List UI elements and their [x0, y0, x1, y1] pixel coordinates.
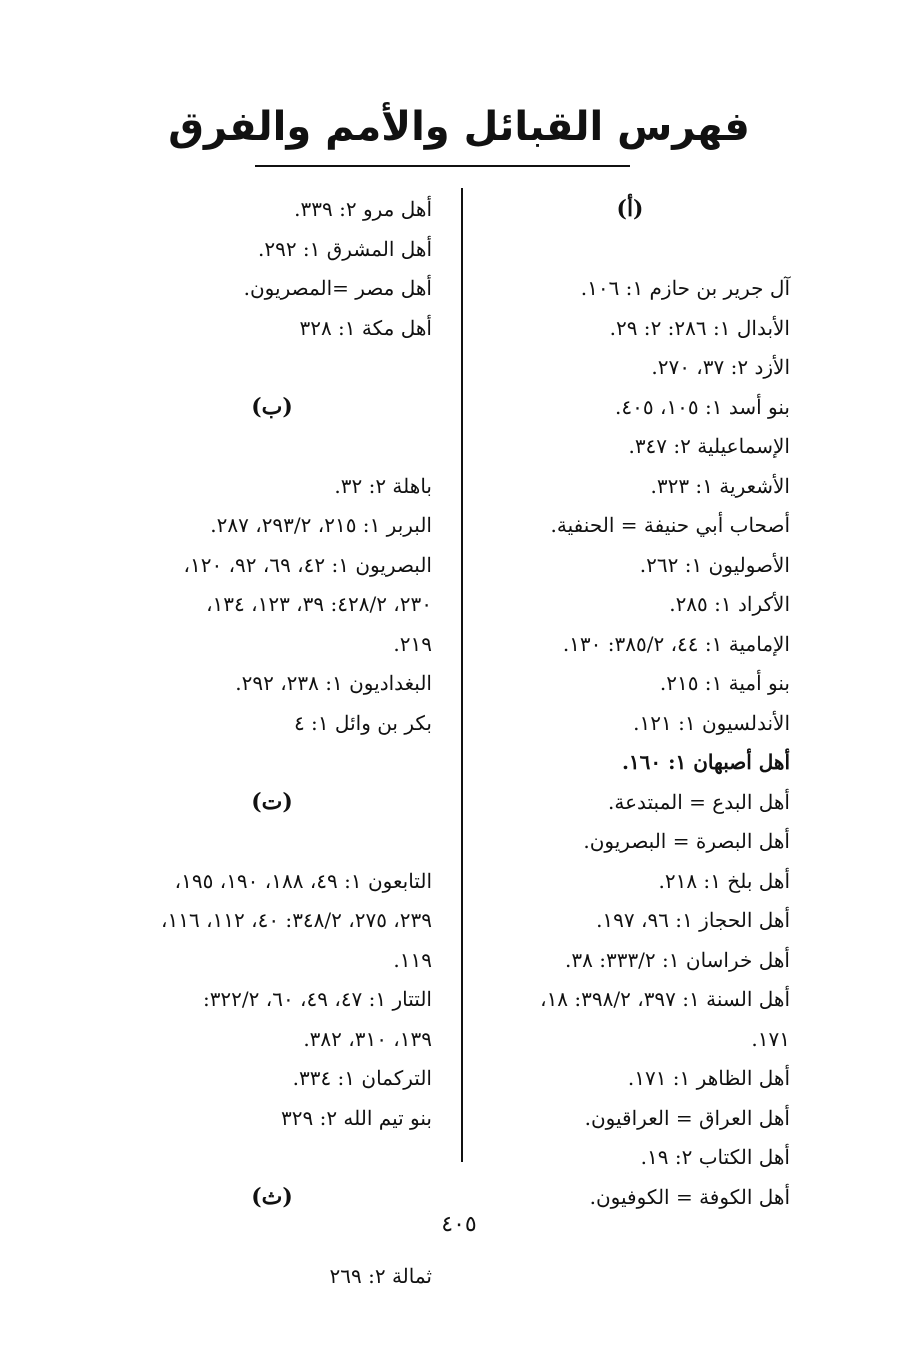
section-heading-ba: (ب): [251, 393, 293, 420]
index-entry: التركمان ١: ٣٣٤.: [292, 1066, 432, 1090]
index-entry: التتار ١: ٤٧، ٤٩، ٦٠، ٣٢٢/٢:: [202, 987, 432, 1011]
index-column-right: [470, 190, 790, 1217]
index-entry: أهل العراق = العراقيون.: [584, 1105, 790, 1130]
spacer: [112, 743, 432, 783]
spacer: [112, 822, 432, 862]
index-entry: أهل البصرة = البصريون.: [583, 829, 790, 853]
index-entry: باهلة ٢: ٣٢.: [334, 473, 432, 498]
index-entry: أهل المشرق ١: ٢٩٢.: [257, 236, 432, 261]
index-entry: أهل الكتاب ٢: ١٩.: [640, 1145, 790, 1169]
page-number: ٤٠٥: [441, 1212, 477, 1237]
index-entry: أهل أصبهان ١: ١٦٠.: [621, 750, 790, 774]
index-entry: آل جرير بن حازم ١: ١٠٦.: [580, 276, 790, 300]
index-entry-continuation: ١٣٩، ٣١٠، ٣٨٢.: [303, 1026, 432, 1051]
index-entry: بنو أمية ١: ٢١٥.: [659, 671, 790, 695]
index-entry: الأزد ٢: ٣٧، ٢٧٠.: [651, 355, 790, 379]
index-column-left: [112, 190, 432, 1296]
section-heading-ta: (ت): [251, 788, 293, 815]
index-entry: أهل الظاهر ١: ١٧١.: [627, 1066, 790, 1090]
section-heading-tha: (ث): [251, 1183, 293, 1210]
index-entry: أهل خراسان ١: ٣٣٣/٢: ٣٨.: [565, 947, 790, 972]
index-entry-continuation: ٢٣٠، ٤٢٨/٢: ٣٩، ١٢٣، ١٣٤،: [206, 592, 432, 616]
index-entry: أهل مكة ١: ٣٢٨: [299, 315, 432, 340]
index-entry-continuation: ١٧١.: [751, 1026, 790, 1051]
index-entry: أهل مصر =المصريون.: [243, 276, 432, 300]
column-divider: [461, 188, 463, 1162]
spacer: [112, 427, 432, 467]
index-entry: الإمامية ١: ٤٤، ٣٨٥/٢: ١٣٠.: [562, 631, 790, 656]
index-entry: أهل البدع = المبتدعة.: [608, 789, 790, 814]
index-entry: أهل الكوفة = الكوفيون.: [589, 1184, 790, 1209]
index-entry: أهل مرو ٢: ٣٣٩.: [294, 197, 432, 221]
index-entry: أهل السنة ١: ٣٩٧، ٣٩٨/٢: ١٨،: [540, 987, 790, 1011]
index-entry: البربر ١: ٢١٥، ٢٩٣/٢، ٢٨٧.: [210, 513, 432, 537]
index-entry-continuation: ١١٩.: [393, 947, 432, 972]
section-heading-alif: (أ): [616, 196, 644, 222]
index-entry: الإسماعيلية ٢: ٣٤٧.: [628, 434, 790, 458]
title-rule: [255, 165, 630, 167]
spacer: [112, 348, 432, 388]
spacer: [470, 230, 790, 270]
index-entry: ثمالة ٢: ٢٦٩: [329, 1263, 432, 1288]
index-entry: البغداديون ١: ٢٣٨، ٢٩٢.: [235, 671, 432, 695]
index-entry: الأبدال ١: ٢٨٦: ٢: ٢٩.: [609, 315, 790, 340]
index-entry: الأشعرية ١: ٣٢٣.: [650, 473, 790, 498]
index-entry: الأكراد ١: ٢٨٥.: [669, 592, 790, 616]
index-entry: أهل بلخ ١: ٢١٨.: [658, 868, 790, 893]
index-entry: بنو تيم الله ٢: ٣٢٩: [280, 1105, 432, 1130]
index-entry: أهل الحجاز ١: ٩٦، ١٩٧.: [596, 908, 790, 932]
index-entry: أصحاب أبي حنيفة = الحنفية.: [550, 513, 790, 537]
index-entry: التابعون ١: ٤٩، ١٨٨، ١٩٠، ١٩٥،: [174, 868, 432, 893]
index-entry: الأصوليون ١: ٢٦٢.: [639, 552, 790, 577]
index-entry-continuation: ٢٣٩، ٢٧٥، ٣٤٨/٢: ٤٠، ١١٢، ١١٦،: [161, 908, 432, 932]
index-entry: الأندلسيون ١: ١٢١.: [633, 710, 790, 735]
page-title: فهرس القبائل والأمم والفرق: [168, 104, 750, 150]
index-entry-continuation: ٢١٩.: [393, 631, 432, 656]
spacer: [112, 1138, 432, 1178]
index-entry: بنو أسد ١: ١٠٥، ٤٠٥.: [615, 394, 790, 419]
index-entry: بكر بن وائل ١: ٤: [293, 710, 432, 735]
index-entry: البصريون ١: ٤٢، ٦٩، ٩٢، ١٢٠،: [183, 552, 432, 577]
